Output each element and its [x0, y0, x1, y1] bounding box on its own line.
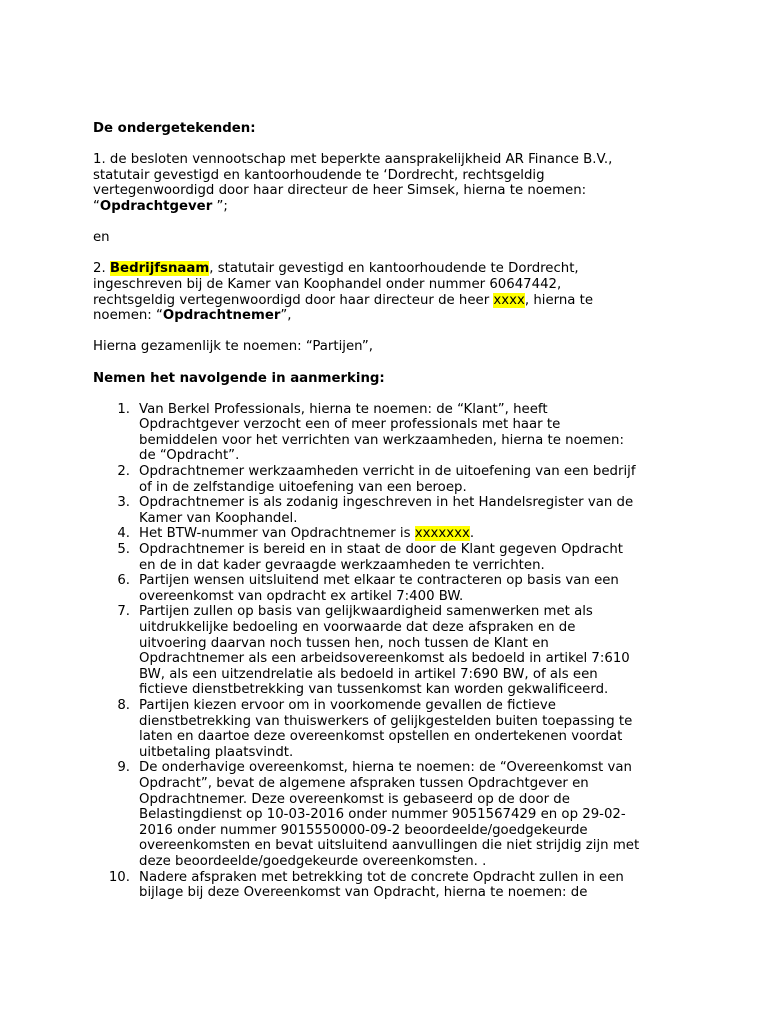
list-item-line: Partijen wensen uitsluitend met elkaar te contracteren op basis van een [139, 573, 619, 589]
list-item-line: Partijen kiezen ervoor om in voorkomende gevallen de fictieve [139, 697, 556, 713]
party-2-text: , statutair gevestigd en kantoorhoudende te Dordrecht, [209, 261, 579, 277]
list-item-line [139, 526, 683, 542]
list-item-line: Opdrachtnemer is als zodanig ingeschreven in het Handelsregister van de [139, 495, 634, 511]
party-2-text: rechtsgeldig vertegenwoordigd door haar directeur de heer [93, 292, 494, 308]
party-2-number: 2. [93, 261, 110, 277]
considerations-list [93, 402, 683, 901]
party-1-line: vertegenwoordigd door haar directeur de heer Simsek, hierna te noemen: [93, 183, 587, 199]
btw-number-placeholder: xxxxxxx [414, 526, 470, 542]
quote-close: ”; [212, 198, 228, 214]
conjunction: en [93, 230, 110, 246]
director-name-placeholder: xxxx [493, 292, 525, 308]
list-item [93, 542, 683, 573]
list-item-line: Van Berkel Professionals, hierna te noemen: de “Klant”, heeft [139, 401, 548, 417]
party-2-line [93, 308, 683, 324]
opdrachtnemer-term: Opdrachtnemer [162, 308, 281, 324]
list-item-number: 4. [117, 526, 130, 542]
considerations-heading: Nemen het navolgende in aanmerking: [93, 370, 385, 386]
list-item-line: overeenkomst van opdracht ex artikel 7:400 BW. [139, 588, 464, 604]
list-item-line: uitvoering daarvan noch tussen hen, noch tussen de Klant en [139, 635, 549, 651]
opdrachtgever-term: Opdrachtgever [99, 198, 213, 214]
list-item-number: 9. [117, 760, 130, 776]
list-item-line: uitbetaling plaatsvindt. [139, 744, 294, 760]
list-item [93, 698, 683, 760]
list-item-number: 7. [117, 604, 130, 620]
party-2-line [93, 261, 683, 277]
party-2-line: ingeschreven bij de Kamer van Koophandel onder nummer 60647442, [93, 276, 562, 292]
list-item-line: Partijen zullen op basis van gelijkwaardigheid samenwerken met als [139, 604, 593, 620]
list-item-line: dienstbetrekking van thuiswerkers of gelijkgestelden buiten toepassing te [139, 713, 633, 729]
contract-page [93, 121, 683, 901]
party-2-text: , hierna te [524, 292, 594, 308]
list-item-number: 1. [117, 401, 130, 417]
list-item-number: 8. [117, 697, 130, 713]
list-item-line: De onderhavige overeenkomst, hierna te noemen: de “Overeenkomst van [139, 760, 632, 776]
list-item [93, 402, 683, 464]
list-item-line: deze beoordeelde/goedgekeurde overeenkomsten. . [139, 853, 487, 869]
party-1-paragraph [93, 152, 683, 214]
list-item-line: Belastingdienst op 10-03-2016 onder nummer 9051567429 en op 29-02- [139, 807, 626, 823]
party-2-paragraph [93, 261, 683, 323]
list-item-line: BW, als een uitzendrelatie als bedoeld in artikel 7:690 BW, of als een [139, 666, 598, 682]
list-item-text: . [469, 526, 475, 542]
list-item-line: overeenkomsten en bevat uitsluitend aanvullingen die niet strijdig zijn met [139, 838, 640, 854]
list-item-line: Opdrachtgever verzocht een of meer professionals met haar te [139, 417, 561, 433]
list-item-number: 3. [117, 495, 130, 511]
list-item-line: of in de zelfstandige uitoefening van een beroep. [139, 479, 467, 495]
parties-heading: De ondergetekenden: [93, 121, 256, 136]
party-2-text: ”, [280, 308, 292, 324]
list-item-line: de “Opdracht”. [139, 448, 240, 464]
list-item [93, 573, 683, 604]
list-item-number: 10. [108, 869, 130, 885]
list-item-line: Kamer van Koophandel. [139, 510, 298, 526]
list-item [93, 870, 683, 901]
list-item-line: Opdrachtnemer als een arbeidsovereenkomst als bedoeld in artikel 7:610 [139, 651, 630, 667]
list-item [93, 526, 683, 542]
list-item-number: 2. [117, 464, 130, 480]
list-item-line: Opdrachtnemer is bereid en in staat de door de Klant gegeven Opdracht [139, 542, 623, 558]
list-item-number: 5. [117, 542, 130, 558]
party-1-line: 1. de besloten vennootschap met beperkte aansprakelijkheid AR Finance B.V., [93, 152, 613, 168]
party-1-line: statutair gevestigd en kantoorhoudende te ‘Dordrecht, rechtsgeldig [93, 167, 545, 183]
quote-open: “ [93, 198, 100, 214]
list-item-number: 6. [117, 573, 130, 589]
list-item-line: Nadere afspraken met betrekking tot de concrete Opdracht zullen in een [139, 869, 624, 885]
list-item [93, 464, 683, 495]
list-item [93, 495, 683, 526]
list-item-line: bijlage bij deze Overeenkomst van Opdracht, hierna te noemen: de [139, 885, 588, 901]
list-item-line: Opdracht”, bevat de algemene afspraken tussen Opdrachtgever en [139, 775, 589, 791]
party-1-line [93, 199, 683, 215]
company-name-placeholder: Bedrijfsnaam [109, 261, 210, 277]
list-item-line: Opdrachtnemer. Deze overeenkomst is gebaseerd op de door de [139, 791, 570, 807]
party-2-text: noemen: “ [93, 308, 163, 324]
list-item-line: laten en daartoe deze overeenkomst opstellen en ondertekenen voordat [139, 729, 623, 745]
list-item-line: fictieve dienstbetrekking van tussenkomst kan worden gekwalificeerd. [139, 682, 609, 698]
list-item-line: en de in dat kader gevraagde werkzaamheden te verrichten. [139, 557, 545, 573]
collective-definition: Hierna gezamenlijk te noemen: “Partijen”, [93, 339, 373, 355]
list-item-line: uitdrukkelijke bedoeling en voorwaarde dat deze afspraken en de [139, 620, 576, 635]
list-item [93, 604, 683, 698]
list-item [93, 760, 683, 869]
list-item-line: Opdrachtnemer werkzaamheden verricht in de uitoefening van een bedrijf [139, 464, 636, 480]
list-item-text: Het BTW-nummer van Opdrachtnemer is [139, 526, 415, 542]
party-2-line [93, 293, 683, 309]
list-item-line: 2016 onder nummer 9015550000-09-2 beoordeelde/goedgekeurde [139, 822, 588, 838]
list-item-line: bemiddelen voor het verrichten van werkzaamheden, hierna te noemen: [139, 432, 624, 448]
